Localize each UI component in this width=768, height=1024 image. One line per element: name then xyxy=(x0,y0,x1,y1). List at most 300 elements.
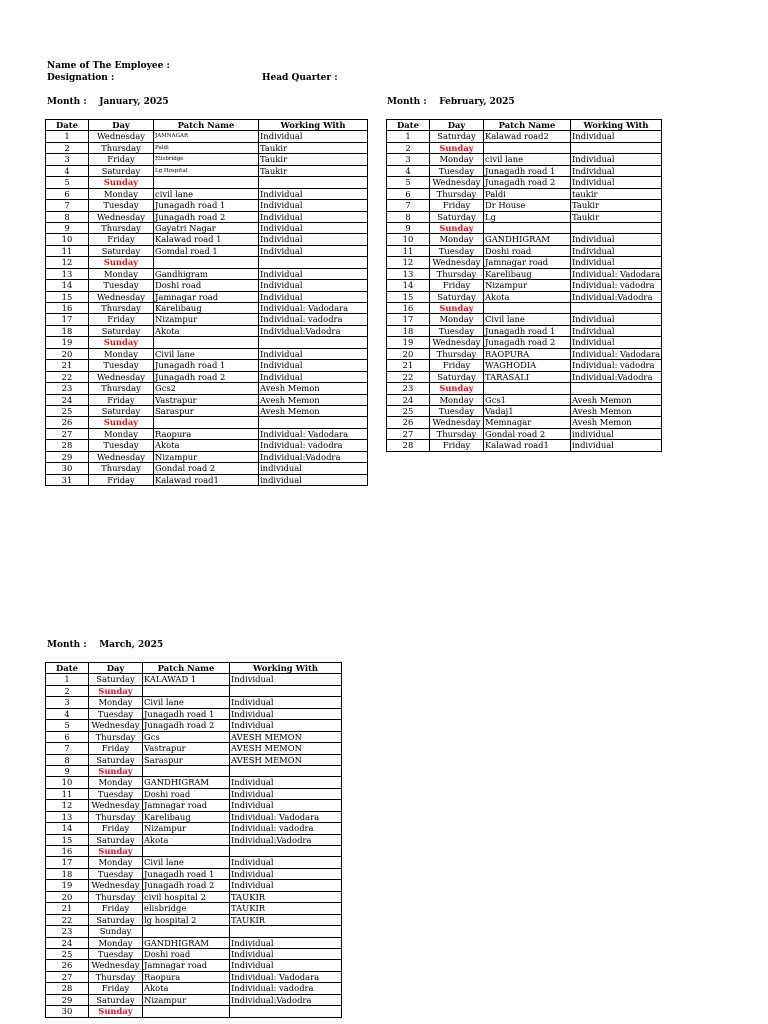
designation-label: Designation : xyxy=(47,73,115,83)
cell-date: 21 xyxy=(46,903,89,914)
table-row xyxy=(387,234,662,245)
cell-working-with: Individual xyxy=(259,291,368,302)
cell-day: Sunday xyxy=(430,142,484,153)
cell-day: Friday xyxy=(89,234,154,245)
cell-working-with: Individual xyxy=(230,948,342,959)
table-row xyxy=(387,188,662,199)
cell-patch-name: Kalawad road2 xyxy=(484,131,571,142)
cell-patch-name: Doshi road xyxy=(484,245,571,256)
cell-day: Thursday xyxy=(430,188,484,199)
cell-day: Saturday xyxy=(89,325,154,336)
cell-day: Friday xyxy=(89,154,154,165)
table-row xyxy=(46,303,368,314)
cell-date: 28 xyxy=(387,440,430,451)
cell-working-with: Avesh Memon xyxy=(259,383,368,394)
cell-day: Friday xyxy=(430,280,484,291)
table-row xyxy=(46,257,368,268)
cell-working-with: Individual xyxy=(571,154,662,165)
month-value: January, 2025 xyxy=(99,97,169,107)
cell-working-with: Individual xyxy=(259,131,368,142)
table-row xyxy=(46,948,342,959)
cell-date: 20 xyxy=(387,348,430,359)
cell-date: 18 xyxy=(46,325,89,336)
table-row xyxy=(46,405,368,416)
cell-day: Wednesday xyxy=(89,131,154,142)
col-header-working-with: Working With xyxy=(230,663,342,674)
table-header-row xyxy=(387,120,662,131)
cell-date: 7 xyxy=(387,200,430,211)
cell-day: Monday xyxy=(89,348,154,359)
cell-date: 17 xyxy=(46,314,89,325)
cell-day: Sunday xyxy=(430,222,484,233)
cell-date: 12 xyxy=(387,257,430,268)
col-header-date: Date xyxy=(387,120,430,131)
cell-date: 16 xyxy=(46,846,89,857)
table-row xyxy=(46,200,368,211)
cell-day: Thursday xyxy=(89,731,143,742)
cell-patch-name: Junagadh road 1 xyxy=(143,708,230,719)
cell-patch-name: Gcs1 xyxy=(484,394,571,405)
table-row xyxy=(46,131,368,142)
cell-date: 17 xyxy=(387,314,430,325)
cell-patch-name xyxy=(143,1006,230,1017)
table-row xyxy=(387,314,662,325)
table-row xyxy=(46,857,342,868)
cell-day: Tuesday xyxy=(89,868,143,879)
table-row xyxy=(46,1006,342,1017)
cell-patch-name: Junagadh road 2 xyxy=(484,337,571,348)
cell-patch-name: Memnagar xyxy=(484,417,571,428)
cell-patch-name xyxy=(154,417,259,428)
cell-working-with: Individual xyxy=(230,777,342,788)
cell-working-with: Individual xyxy=(230,674,342,685)
head-quarter-label: Head Quarter : xyxy=(262,73,338,83)
table-row xyxy=(46,811,342,822)
table-row xyxy=(387,211,662,222)
cell-working-with: Individual: Vadodara xyxy=(230,971,342,982)
cell-working-with: Individual xyxy=(571,337,662,348)
cell-date: 25 xyxy=(387,405,430,416)
table-row xyxy=(387,394,662,405)
table-header-row xyxy=(46,663,342,674)
cell-working-with: Individual: vadodra xyxy=(259,314,368,325)
cell-patch-name: Akota xyxy=(143,834,230,845)
cell-date: 11 xyxy=(387,245,430,256)
cell-patch-name: Doshi road xyxy=(143,788,230,799)
cell-patch-name: Karelibaug xyxy=(484,268,571,279)
cell-date: 22 xyxy=(46,371,89,382)
table-row xyxy=(387,165,662,176)
cell-working-with: Individual xyxy=(571,131,662,142)
cell-day: Friday xyxy=(89,743,143,754)
cell-day: Monday xyxy=(430,314,484,325)
cell-day: Friday xyxy=(89,394,154,405)
cell-patch-name: Lg Hospital xyxy=(154,165,259,176)
cell-working-with: Individual: vadodra xyxy=(571,280,662,291)
cell-working-with: TAUKIR xyxy=(230,914,342,925)
cell-working-with: individual xyxy=(259,463,368,474)
cell-date: 19 xyxy=(46,880,89,891)
table-row xyxy=(387,428,662,439)
cell-date: 3 xyxy=(46,154,89,165)
cell-date: 15 xyxy=(46,291,89,302)
table-row xyxy=(46,222,368,233)
table-row xyxy=(46,337,368,348)
month-label-february xyxy=(387,97,515,107)
cell-day: Wednesday xyxy=(89,371,154,382)
table-row xyxy=(46,914,342,925)
cell-patch-name: Gomdal road 1 xyxy=(154,245,259,256)
cell-day: Wednesday xyxy=(89,720,143,731)
cell-day: Sunday xyxy=(89,417,154,428)
col-header-day: Day xyxy=(430,120,484,131)
cell-date: 26 xyxy=(46,417,89,428)
cell-working-with: Individual:Vadodra xyxy=(259,451,368,462)
cell-day: Monday xyxy=(89,268,154,279)
cell-working-with: Avesh Memon xyxy=(571,394,662,405)
cell-working-with: Individual: vadodra xyxy=(230,983,342,994)
cell-patch-name: Jamnagar road xyxy=(143,800,230,811)
cell-date: 26 xyxy=(46,960,89,971)
cell-day: Tuesday xyxy=(430,165,484,176)
month-label: Month : xyxy=(387,97,427,107)
cell-patch-name xyxy=(154,337,259,348)
table-row xyxy=(46,314,368,325)
cell-patch-name: Paldi xyxy=(484,188,571,199)
cell-day: Sunday xyxy=(89,1006,143,1017)
cell-working-with: Individual xyxy=(230,960,342,971)
cell-day: Monday xyxy=(89,937,143,948)
cell-day: Sunday xyxy=(89,257,154,268)
cell-working-with: Individual: Vadodara xyxy=(572,268,661,279)
cell-day: Tuesday xyxy=(89,200,154,211)
cell-date: 9 xyxy=(46,765,89,776)
cell-date: 22 xyxy=(46,914,89,925)
table-row xyxy=(46,708,342,719)
cell-patch-name: Junagadh road 1 xyxy=(154,360,259,371)
cell-patch-name: TARASALI xyxy=(484,371,571,382)
cell-working-with: Individual xyxy=(230,857,342,868)
cell-date: 9 xyxy=(387,222,430,233)
table-row xyxy=(46,891,342,902)
table-row xyxy=(46,743,342,754)
cell-working-with: Individual: vadodra xyxy=(230,823,342,834)
cell-patch-name: Vastrapur xyxy=(143,743,230,754)
cell-patch-name xyxy=(143,926,230,937)
table-row xyxy=(46,937,342,948)
cell-working-with xyxy=(571,303,662,314)
cell-date: 23 xyxy=(46,926,89,937)
cell-working-with xyxy=(259,177,368,188)
cell-day: Saturday xyxy=(430,291,484,302)
cell-day: Monday xyxy=(89,188,154,199)
cell-date: 16 xyxy=(46,303,89,314)
cell-day: Saturday xyxy=(430,211,484,222)
cell-date: 1 xyxy=(387,131,430,142)
cell-patch-name: Karelibaug xyxy=(154,303,259,314)
cell-working-with: Individual xyxy=(259,268,368,279)
cell-patch-name xyxy=(143,765,230,776)
cell-patch-name: Junagadh road 2 xyxy=(143,720,230,731)
cell-patch-name: Civil lane xyxy=(484,314,571,325)
table-row xyxy=(387,337,662,348)
cell-patch-name xyxy=(484,303,571,314)
cell-patch-name: JAMNAGAR xyxy=(154,131,259,142)
cell-day: Wednesday xyxy=(89,960,143,971)
cell-patch-name: Raopura xyxy=(143,971,230,982)
cell-day: Monday xyxy=(89,697,143,708)
cell-working-with: Individual: Vadodara xyxy=(259,428,368,439)
cell-date: 9 xyxy=(46,222,89,233)
cell-working-with xyxy=(259,417,368,428)
cell-working-with xyxy=(230,685,342,696)
cell-date: 14 xyxy=(46,280,89,291)
cell-patch-name: Nizampur xyxy=(484,280,571,291)
cell-patch-name: Jamnagar road xyxy=(484,257,571,268)
cell-patch-name: Junagadh road 2 xyxy=(143,880,230,891)
cell-day: Wednesday xyxy=(430,177,484,188)
cell-working-with: Individual xyxy=(230,697,342,708)
cell-working-with: Individual xyxy=(230,720,342,731)
table-row xyxy=(387,177,662,188)
cell-patch-name: Junagadh road 1 xyxy=(143,868,230,879)
cell-date: 29 xyxy=(46,451,89,462)
cell-day: Wednesday xyxy=(430,257,484,268)
cell-patch-name: Kalawad road 1 xyxy=(154,234,259,245)
table-row xyxy=(387,405,662,416)
table-row xyxy=(387,291,662,302)
month-label-january xyxy=(47,97,169,107)
cell-working-with: AVESH MEMON xyxy=(230,731,342,742)
table-row xyxy=(46,765,342,776)
table-row xyxy=(387,303,662,314)
col-header-date: Date xyxy=(46,120,89,131)
table-row xyxy=(387,257,662,268)
cell-day: Saturday xyxy=(89,674,143,685)
schedule-table-february xyxy=(386,119,662,452)
cell-patch-name: Vastrapur xyxy=(154,394,259,405)
cell-day: Thursday xyxy=(430,428,484,439)
cell-date: 19 xyxy=(387,337,430,348)
cell-day: Sunday xyxy=(89,685,143,696)
cell-working-with: Individual xyxy=(230,868,342,879)
table-row xyxy=(46,697,342,708)
cell-working-with: Individual xyxy=(259,188,368,199)
table-row xyxy=(387,371,662,382)
cell-patch-name: Junagadh road 1 xyxy=(154,200,259,211)
cell-working-with: Avesh Memon xyxy=(571,417,662,428)
cell-date: 3 xyxy=(46,697,89,708)
cell-day: Saturday xyxy=(89,405,154,416)
table-row xyxy=(46,394,368,405)
table-row xyxy=(387,325,662,336)
cell-day: Sunday xyxy=(89,926,143,937)
cell-patch-name: Junagadh road 1 xyxy=(484,165,571,176)
cell-patch-name: Nizampur xyxy=(154,451,259,462)
schedule-table-january xyxy=(45,119,368,486)
cell-day: Tuesday xyxy=(89,708,143,719)
cell-working-with: TAUKIR xyxy=(230,891,342,902)
cell-patch-name: Lg xyxy=(484,211,571,222)
cell-date: 26 xyxy=(387,417,430,428)
cell-date: 30 xyxy=(46,463,89,474)
cell-day: Saturday xyxy=(89,994,143,1005)
cell-working-with xyxy=(230,926,342,937)
cell-working-with: Individual xyxy=(259,280,368,291)
cell-patch-name: Akota xyxy=(143,983,230,994)
cell-patch-name: WAGHODIA xyxy=(484,360,571,371)
cell-patch-name: Akota xyxy=(154,325,259,336)
cell-day: Saturday xyxy=(89,754,143,765)
cell-working-with: individual xyxy=(571,440,662,451)
cell-working-with: Taukir xyxy=(259,142,368,153)
cell-working-with: Individual: vadodra xyxy=(571,360,662,371)
cell-working-with: Taukir xyxy=(259,165,368,176)
cell-working-with xyxy=(571,222,662,233)
cell-patch-name: Civil lane xyxy=(143,857,230,868)
cell-day: Saturday xyxy=(430,371,484,382)
cell-day: Sunday xyxy=(89,337,154,348)
cell-patch-name: Gondal road 2 xyxy=(154,463,259,474)
table-row xyxy=(387,131,662,142)
cell-working-with: Individual:Vadodra xyxy=(230,834,342,845)
cell-date: 15 xyxy=(46,834,89,845)
cell-date: 19 xyxy=(46,337,89,348)
table-row xyxy=(387,245,662,256)
cell-working-with: individual xyxy=(259,474,368,485)
cell-patch-name: Civil lane xyxy=(143,697,230,708)
cell-working-with: AVESH MEMON xyxy=(230,743,342,754)
table-row xyxy=(46,754,342,765)
cell-day: Wednesday xyxy=(430,417,484,428)
month-label: Month : xyxy=(47,640,87,650)
cell-patch-name: Doshi road xyxy=(154,280,259,291)
cell-day: Thursday xyxy=(89,971,143,982)
col-header-patch-name: Patch Name xyxy=(484,120,571,131)
table-row xyxy=(387,280,662,291)
cell-date: 31 xyxy=(46,474,89,485)
cell-patch-name: GANDHIGRAM xyxy=(143,777,230,788)
table-row xyxy=(46,245,368,256)
cell-day: Thursday xyxy=(89,383,154,394)
cell-day: Tuesday xyxy=(430,245,484,256)
table-row xyxy=(46,188,368,199)
cell-date: 7 xyxy=(46,200,89,211)
cell-day: Wednesday xyxy=(89,451,154,462)
table-row xyxy=(46,348,368,359)
cell-working-with: Individual xyxy=(571,234,662,245)
cell-day: Monday xyxy=(89,428,154,439)
month-value: March, 2025 xyxy=(99,640,164,650)
cell-date: 2 xyxy=(46,142,89,153)
cell-day: Sunday xyxy=(89,846,143,857)
cell-date: 8 xyxy=(46,211,89,222)
cell-patch-name: RAOPURA xyxy=(484,348,571,359)
cell-date: 17 xyxy=(46,857,89,868)
cell-working-with: Individual xyxy=(259,234,368,245)
cell-working-with: Individual xyxy=(230,708,342,719)
cell-working-with: Taukir xyxy=(259,154,368,165)
cell-day: Tuesday xyxy=(89,440,154,451)
cell-day: Friday xyxy=(89,983,143,994)
cell-patch-name: Paldi xyxy=(154,142,259,153)
cell-patch-name: civil lane xyxy=(484,154,571,165)
cell-working-with: Avesh Memon xyxy=(259,394,368,405)
table-row xyxy=(387,268,662,279)
cell-date: 5 xyxy=(387,177,430,188)
cell-date: 8 xyxy=(46,754,89,765)
table-row xyxy=(387,348,662,359)
cell-date: 27 xyxy=(387,428,430,439)
cell-patch-name: Gandhigram xyxy=(154,268,259,279)
cell-patch-name: Raopura xyxy=(154,428,259,439)
cell-working-with: Individual xyxy=(259,200,368,211)
table-row xyxy=(46,177,368,188)
cell-date: 13 xyxy=(387,268,430,279)
cell-day: Sunday xyxy=(430,383,484,394)
cell-day: Saturday xyxy=(89,914,143,925)
table-row xyxy=(46,674,342,685)
cell-working-with: Individual xyxy=(259,222,368,233)
cell-day: Saturday xyxy=(89,834,143,845)
table-row xyxy=(387,154,662,165)
table-row xyxy=(46,280,368,291)
schedule-table-march xyxy=(45,662,342,1018)
cell-day: Friday xyxy=(89,903,143,914)
cell-date: 11 xyxy=(46,788,89,799)
cell-working-with xyxy=(259,337,368,348)
col-header-day: Day xyxy=(89,120,154,131)
cell-day: Friday xyxy=(89,314,154,325)
table-row xyxy=(387,417,662,428)
cell-date: 20 xyxy=(46,891,89,902)
cell-date: 14 xyxy=(46,823,89,834)
cell-working-with xyxy=(259,257,368,268)
table-row xyxy=(46,325,368,336)
cell-date: 5 xyxy=(46,720,89,731)
table-row xyxy=(46,142,368,153)
table-row xyxy=(46,428,368,439)
cell-day: Thursday xyxy=(430,268,484,279)
cell-working-with: AVESH MEMON xyxy=(230,754,342,765)
cell-patch-name: Junagadh road 1 xyxy=(484,325,571,336)
cell-date: 18 xyxy=(387,325,430,336)
cell-day: Tuesday xyxy=(430,325,484,336)
table-row xyxy=(46,926,342,937)
cell-patch-name: Gayatri Nagar xyxy=(154,222,259,233)
cell-day: Tuesday xyxy=(89,360,154,371)
cell-patch-name xyxy=(154,257,259,268)
cell-day: Sunday xyxy=(430,303,484,314)
table-row xyxy=(46,268,368,279)
cell-day: Saturday xyxy=(89,165,154,176)
cell-patch-name xyxy=(484,383,571,394)
cell-day: Thursday xyxy=(89,303,154,314)
table-row xyxy=(46,971,342,982)
cell-date: 4 xyxy=(46,708,89,719)
cell-patch-name xyxy=(143,685,230,696)
cell-day: Wednesday xyxy=(89,800,143,811)
cell-patch-name: Doshi road xyxy=(143,948,230,959)
cell-date: 6 xyxy=(46,731,89,742)
cell-date: 18 xyxy=(46,868,89,879)
cell-date: 10 xyxy=(46,777,89,788)
cell-patch-name: civil lane xyxy=(154,188,259,199)
cell-date: 1 xyxy=(46,674,89,685)
cell-date: 22 xyxy=(387,371,430,382)
cell-working-with: Taukir xyxy=(571,211,662,222)
cell-patch-name: Gcs xyxy=(143,731,230,742)
